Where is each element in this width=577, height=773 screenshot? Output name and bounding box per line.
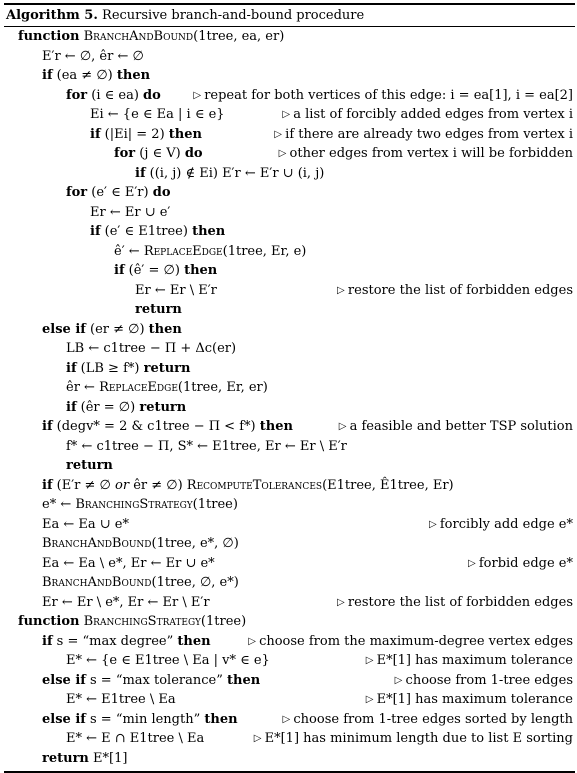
algorithm-caption — [4, 5, 575, 27]
line-statement: else if (er ≠ ∅) then — [42, 321, 182, 337]
algorithm-line — [4, 86, 575, 106]
algorithm-line — [4, 417, 575, 437]
comment-text: E*[1] has maximum tolerance — [376, 653, 573, 668]
line-statement: Ea ← Ea ∪ e* — [42, 516, 129, 532]
comment-text: a feasible and better TSP solution — [349, 419, 573, 434]
algorithm-line — [4, 573, 575, 593]
comment-text: choose from the maximum-degree vertex edges — [259, 633, 573, 649]
algorithm-line — [4, 281, 575, 301]
line-statement: Er ← Er \ E′r — [135, 282, 217, 298]
line-statement: return E*[1] — [42, 750, 128, 766]
line-comment — [468, 554, 573, 574]
comment-text: choose from 1-tree edges sorted by length — [293, 711, 573, 727]
algorithm-line — [4, 300, 575, 320]
line-statement: LB ← c1tree − Π + Δc(er) — [66, 341, 237, 356]
algorithm-line — [4, 671, 575, 691]
line-comment — [339, 417, 573, 437]
line-statement: if (e′ ∈ E1tree) then — [90, 224, 226, 239]
line-comment — [274, 125, 573, 145]
algorithm-line — [4, 27, 575, 47]
algorithm-line — [4, 651, 575, 671]
comment-triangle-icon: ▷ — [282, 713, 294, 725]
comment-triangle-icon: ▷ — [193, 89, 205, 101]
comment-triangle-icon: ▷ — [467, 557, 479, 569]
comment-triangle-icon: ▷ — [282, 109, 294, 120]
line-statement: if (êr = ∅) return — [66, 399, 187, 415]
line-statement: if (|Ei| = 2) then — [90, 126, 202, 142]
comment-triangle-icon: ▷ — [253, 733, 265, 744]
comment-text: if there are already two edges from vertex i — [285, 126, 573, 142]
line-statement: Ei ← {e ∈ Ea | i ∈ e} — [90, 107, 225, 122]
line-statement: if s = “max degree” then — [42, 633, 211, 649]
algorithm-line — [4, 437, 575, 457]
comment-triangle-icon: ▷ — [274, 128, 286, 140]
comment-triangle-icon: ▷ — [337, 596, 348, 608]
algorithm-line — [4, 261, 575, 281]
algorithm-line — [4, 534, 575, 554]
algorithm-line — [4, 612, 575, 632]
line-comment — [248, 632, 573, 652]
algorithm-line — [4, 203, 575, 223]
line-statement: E* ← {e ∈ E1tree \ Ea | v* ∈ e} — [66, 653, 270, 668]
line-statement: if (ê′ = ∅) then — [114, 263, 218, 278]
comment-text: other edges from vertex i will be forbidden — [289, 146, 573, 161]
algorithm-line — [4, 242, 575, 262]
line-comment — [254, 729, 573, 749]
line-statement: if (ea ≠ ∅) then — [42, 68, 151, 83]
algorithm-body — [4, 27, 575, 771]
algorithm-line — [4, 105, 575, 125]
comment-triangle-icon: ▷ — [394, 674, 406, 686]
comment-triangle-icon: ▷ — [428, 518, 440, 530]
line-statement: return — [135, 302, 182, 317]
line-statement: Ea ← Ea \ e*, Er ← Er ∪ e* — [42, 555, 215, 571]
line-comment — [279, 144, 573, 164]
algorithm-line — [4, 164, 575, 184]
line-statement: for (j ∈ V) do — [114, 146, 203, 161]
comment-triangle-icon: ▷ — [278, 148, 290, 159]
comment-text: choose from 1-tree edges — [405, 672, 573, 688]
line-comment — [337, 281, 573, 301]
line-statement: if (LB ≥ f*) return — [66, 360, 191, 376]
algorithm-line — [4, 632, 575, 652]
algorithm-line — [4, 593, 575, 613]
algorithm-line — [4, 378, 575, 398]
algorithm-line — [4, 729, 575, 749]
comment-triangle-icon: ▷ — [365, 655, 377, 666]
comment-text: forcibly add edge e* — [439, 516, 573, 532]
line-statement: e* ← BranchingStrategy(1tree) — [42, 497, 238, 512]
algorithm-line — [4, 398, 575, 418]
algorithm-line — [4, 456, 575, 476]
comment-triangle-icon: ▷ — [365, 694, 377, 705]
comment-text: E*[1] has minimum length due to list E sorting — [264, 731, 573, 746]
line-statement: E′r ← ∅, êr ← ∅ — [42, 48, 144, 64]
comment-text: restore the list of forbidden edges — [347, 594, 573, 610]
line-statement: BranchAndBound(1tree, ∅, e*) — [42, 575, 239, 590]
algorithm-line — [4, 125, 575, 145]
comment-text: E*[1] has maximum tolerance — [376, 692, 573, 707]
line-comment — [283, 710, 573, 730]
algorithm-line — [4, 359, 575, 379]
algorithm-line — [4, 339, 575, 359]
algorithm-line — [4, 320, 575, 340]
algorithm-line — [4, 47, 575, 67]
caption-title: Recursive branch-and-bound procedure — [102, 8, 365, 23]
line-statement: else if s = “max tolerance” then — [42, 672, 261, 688]
comment-text: forbid edge e* — [478, 555, 573, 571]
line-statement: BranchAndBound(1tree, e*, ∅) — [42, 536, 239, 551]
line-statement: function BranchAndBound(1tree, ea, er) — [18, 29, 285, 44]
line-statement: E* ← E1tree \ Ea — [66, 692, 176, 707]
algorithm-line — [4, 144, 575, 164]
line-statement: ê′ ← ReplaceEdge(1tree, Er, e) — [114, 243, 307, 259]
line-statement: if (degv* = 2 & c1tree − Π < f*) then — [42, 419, 293, 434]
line-statement: function BranchingStrategy(1tree) — [18, 614, 247, 629]
algorithm-line — [4, 554, 575, 574]
comment-triangle-icon: ▷ — [248, 635, 260, 647]
algorithm-line — [4, 66, 575, 86]
algorithm-line — [4, 710, 575, 730]
caption-label: Algorithm 5. — [6, 8, 98, 23]
line-statement: if (E′r ≠ ∅ or êr ≠ ∅) RecomputeTolerances(E1tree, Ê1tree, Er) — [42, 477, 454, 493]
line-statement: else if s = “min length” then — [42, 711, 238, 727]
comment-text: restore the list of forbidden edges — [347, 282, 573, 298]
line-statement: for (e′ ∈ E′r) do — [66, 185, 171, 200]
line-comment — [366, 690, 573, 710]
comment-text: repeat for both vertices of this edge: i = ea[1], i = ea[2] — [204, 87, 573, 103]
line-statement: Er ← Er ∪ e′ — [90, 204, 171, 220]
line-statement: f* ← c1tree − Π, S* ← E1tree, Er ← Er \ E′r — [66, 438, 347, 454]
algorithm-line — [4, 690, 575, 710]
comment-triangle-icon: ▷ — [337, 284, 348, 296]
comment-text: a list of forcibly added edges from vertex i — [293, 107, 573, 122]
line-comment — [366, 651, 573, 671]
line-comment — [395, 671, 573, 691]
line-statement: E* ← E ∩ E1tree \ Ea — [66, 731, 205, 746]
line-statement: for (i ∈ ea) do — [66, 87, 161, 103]
line-comment — [282, 105, 573, 125]
algorithm-line — [4, 476, 575, 496]
comment-triangle-icon: ▷ — [338, 421, 350, 432]
line-comment — [193, 86, 573, 106]
line-statement: if ((i, j) ∉ Ei) E′r ← E′r ∪ (i, j) — [135, 165, 325, 181]
algorithm-line — [4, 222, 575, 242]
algorithm-line — [4, 515, 575, 535]
algorithm-line — [4, 749, 575, 769]
line-statement: êr ← ReplaceEdge(1tree, Er, er) — [66, 380, 268, 395]
line-statement: Er ← Er \ e*, Er ← Er \ E′r — [42, 594, 210, 610]
line-statement: return — [66, 458, 113, 473]
algorithm-line — [4, 495, 575, 515]
algorithm-box — [4, 3, 575, 773]
line-comment — [429, 515, 573, 535]
line-comment — [337, 593, 573, 613]
algorithm-line — [4, 183, 575, 203]
